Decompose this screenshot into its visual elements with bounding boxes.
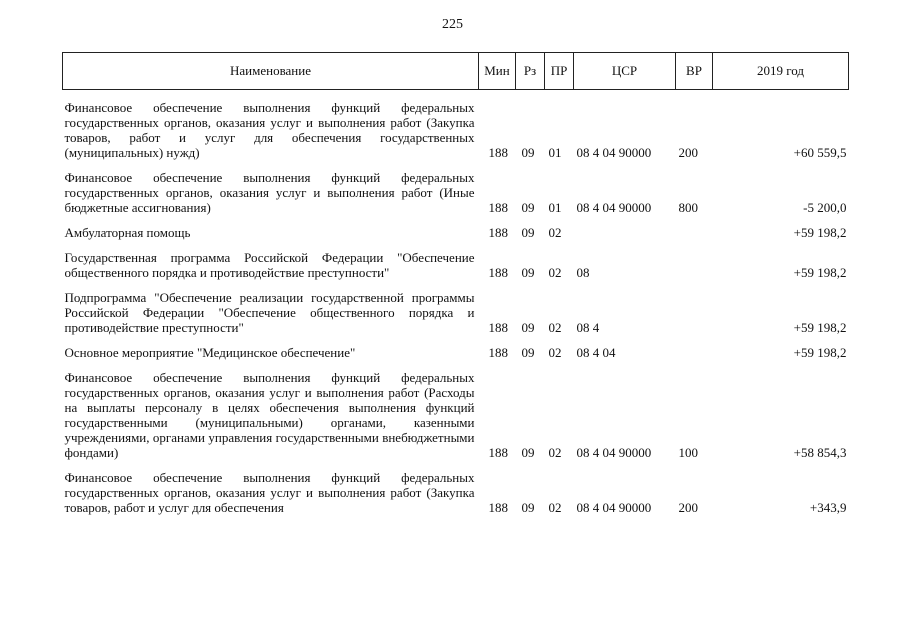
table-row (63, 280, 849, 335)
row-csr: 08 4 (576, 320, 600, 335)
row-vr (676, 335, 713, 360)
row-rz: 09 (521, 200, 535, 215)
page-number: 225 (442, 17, 463, 32)
row-name: Финансовое обеспечение выполнения функций федеральных государственных органов, оказания услуг и выполнения работ (Расходы на выплаты персоналу в целях обеспечения выполнения функций государственными (муниципальными) органами, казенными учреждениями, органами управления государственными внебюджетными фондами) (64, 370, 475, 460)
table-row (63, 335, 849, 360)
row-csr (574, 215, 676, 240)
table-row (63, 360, 849, 460)
row-min: 188 (488, 225, 508, 240)
header-min: Мин (479, 53, 516, 90)
row-pr: 02 (548, 265, 562, 280)
row-csr: 08 4 04 90000 (576, 145, 652, 160)
row-rz: 09 (521, 445, 535, 460)
row-min: 188 (488, 500, 508, 515)
row-vr: 100 (678, 445, 698, 460)
row-vr (676, 215, 713, 240)
header-rz: Рз (516, 53, 545, 90)
row-csr: 08 4 04 (576, 345, 616, 360)
row-value: +59 198,2 (793, 265, 847, 280)
row-vr: 200 (678, 145, 698, 160)
table-body (63, 90, 849, 516)
row-rz: 09 (521, 320, 535, 335)
row-min: 188 (488, 445, 508, 460)
row-value: +60 559,5 (793, 145, 847, 160)
header-name: Наименование (63, 53, 479, 90)
row-vr: 800 (678, 200, 698, 215)
row-name: Государственная программа Российской Федерации "Обеспечение общественного порядка и противодействие преступности" (64, 250, 475, 280)
row-name: Подпрограмма "Обеспечение реализации государственной программы Российской Федерации "Обеспечение общественного порядка и противодействие преступности" (64, 290, 475, 335)
row-vr: 200 (678, 500, 698, 515)
row-min: 188 (488, 345, 508, 360)
row-rz: 09 (521, 345, 535, 360)
row-csr: 08 4 04 90000 (576, 445, 652, 460)
row-pr: 01 (548, 145, 562, 160)
table-row (63, 90, 849, 161)
row-name: Финансовое обеспечение выполнения функций федеральных государственных органов, оказания услуг и выполнения работ (Закупка товаров, работ и услуг для обеспечения (64, 470, 475, 515)
row-value: +343,9 (809, 500, 847, 515)
table-row (63, 240, 849, 280)
row-value: -5 200,0 (803, 200, 847, 215)
row-pr: 01 (548, 200, 562, 215)
row-name: Амбулаторная помощь (64, 225, 191, 240)
row-rz: 09 (521, 500, 535, 515)
row-pr: 02 (548, 500, 562, 515)
row-pr: 02 (548, 225, 562, 240)
row-name: Финансовое обеспечение выполнения функций федеральных государственных органов, оказания услуг и выполнения работ (Иные бюджетные ассигнования) (64, 170, 475, 215)
row-rz: 09 (521, 265, 535, 280)
header-vr: ВР (676, 53, 713, 90)
row-value: +58 854,3 (793, 445, 847, 460)
row-name: Финансовое обеспечение выполнения функций федеральных государственных органов, оказания услуг и выполнения работ (Закупка товаров, работ и услуг для обеспечения государственных (муниципальных) нужд) (64, 100, 475, 160)
row-min: 188 (488, 200, 508, 215)
header-csr: ЦСР (574, 53, 676, 90)
row-pr: 02 (548, 345, 562, 360)
row-rz: 09 (521, 145, 535, 160)
row-value: +59 198,2 (793, 345, 847, 360)
table-row (63, 160, 849, 215)
row-min: 188 (488, 320, 508, 335)
row-name: Основное мероприятие "Медицинское обеспечение" (64, 345, 356, 360)
table-header (63, 53, 849, 90)
row-min: 188 (488, 265, 508, 280)
row-value: +59 198,2 (793, 225, 847, 240)
table-row (63, 215, 849, 240)
row-csr: 08 4 04 90000 (576, 500, 652, 515)
table-row (63, 460, 849, 515)
row-value: +59 198,2 (793, 320, 847, 335)
row-rz: 09 (521, 225, 535, 240)
row-pr: 02 (548, 320, 562, 335)
header-pr: ПР (545, 53, 574, 90)
header-year: 2019 год (713, 53, 849, 90)
row-vr (676, 240, 713, 280)
row-csr: 08 (576, 265, 590, 280)
row-min: 188 (488, 145, 508, 160)
row-csr: 08 4 04 90000 (576, 200, 652, 215)
row-vr (676, 280, 713, 335)
budget-table (62, 52, 849, 515)
row-pr: 02 (548, 445, 562, 460)
